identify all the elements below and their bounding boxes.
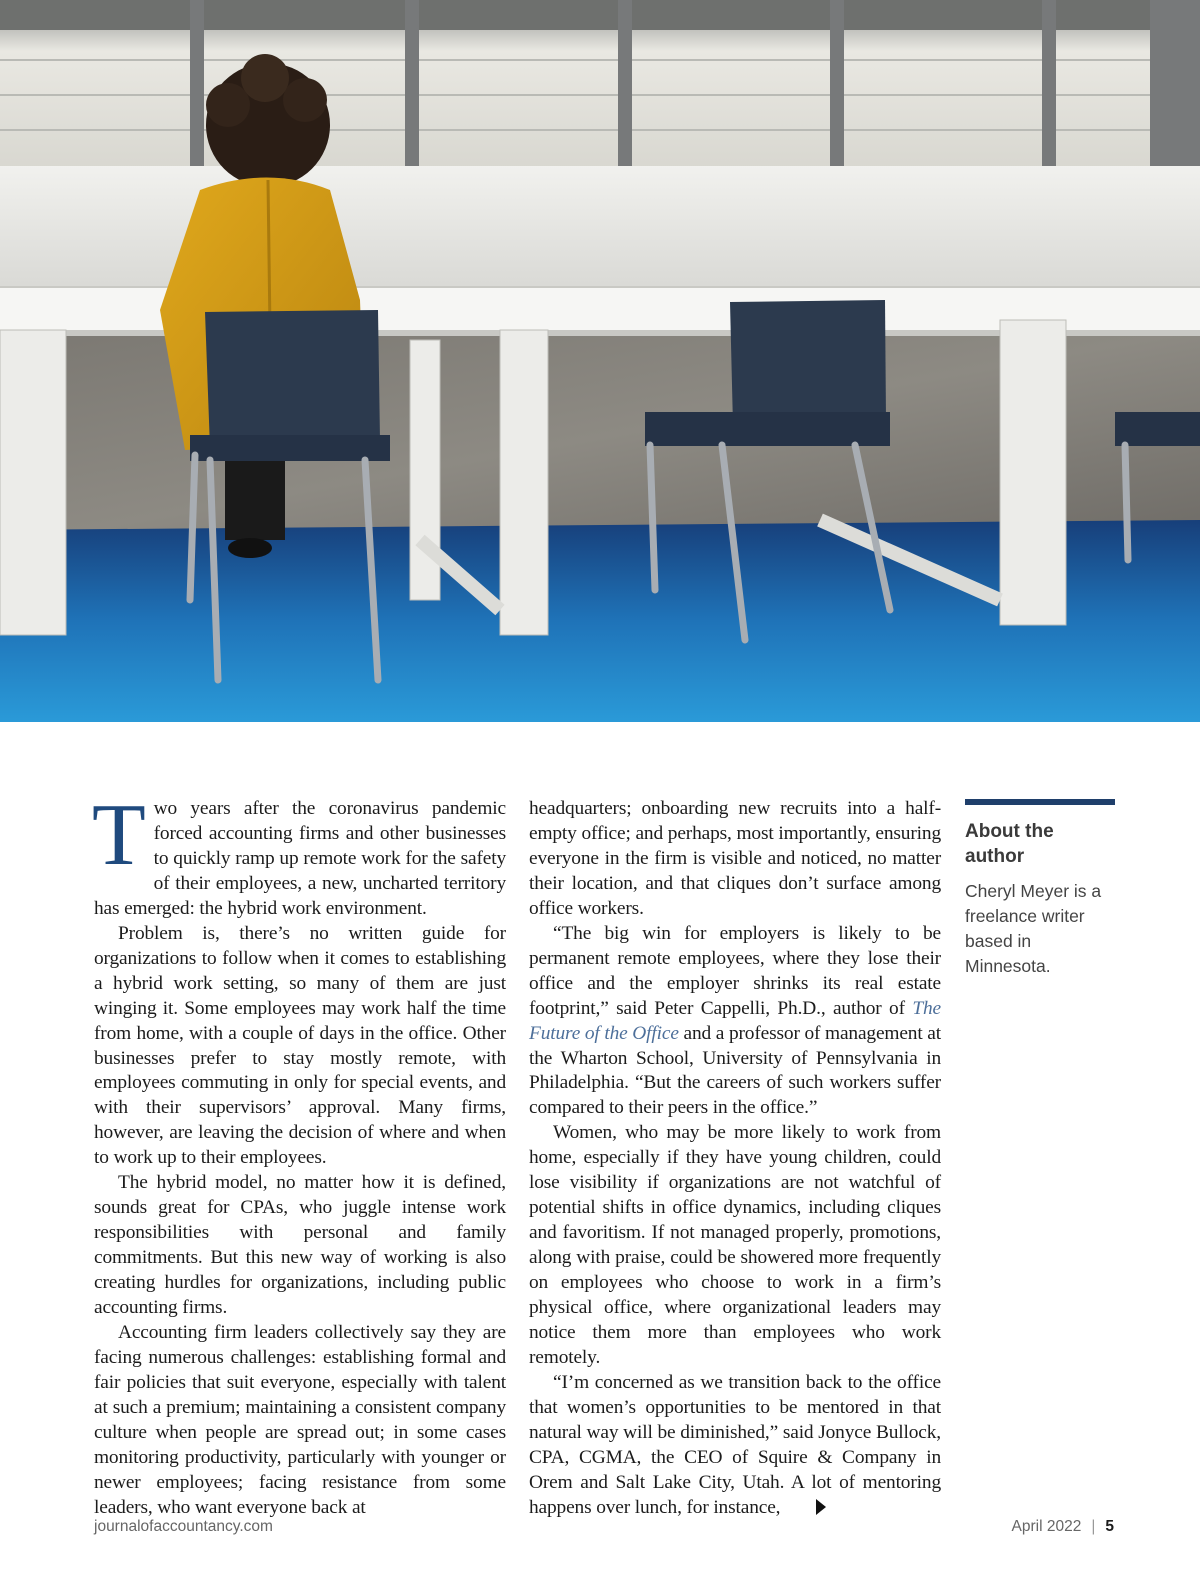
article-paragraph: [529, 922, 941, 1122]
footer-issue-info: [1012, 1518, 1114, 1536]
triangle-right-icon: [816, 1499, 826, 1515]
article-paragraph: The hybrid model, no matter how it is defined, sounds great for CPAs, who juggle intense work responsibilities with personal and family commitments. But this new way of working is also creating hurdles for organizations, including public accounting firms.: [94, 1172, 506, 1319]
paragraph-text: “I’m concerned as we transition back to the office that women’s opportunities to be mentored in that natural way will be diminished,” said Jonyce Bullock, CPA, CGMA, the CEO of Squire & Company in Orem and Salt Lake City, Utah. A lot of mentoring happens over lunch, for instance,: [529, 1371, 941, 1518]
hero-photo: [0, 0, 1200, 722]
about-author-box: [965, 799, 1115, 979]
drop-cap: T: [92, 787, 146, 884]
article-paragraph: [529, 1371, 941, 1521]
article-paragraph: Women, who may be more likely to work from home, especially if they have young children, could lose visibility if organizations are not watchful of potential shifts in office dynamics, including cliques and favoritism. If not managed properly, promotions, along with praise, could be showered more frequently on employees who choose to work in a firm’s physical office, where organizational leaders may notice them more than employees who work remotely.: [529, 1122, 941, 1368]
page-number: 5: [1105, 1518, 1114, 1535]
article-paragraph: headquarters; onboarding new recruits into a half-empty office; and perhaps, most importantly, ensuring everyone in the firm is visible and noticed, no matter their location, and that cliques don’t surface among office workers.: [529, 798, 941, 919]
footer-website: journalofaccountancy.com: [94, 1518, 273, 1535]
article-paragraph: Problem is, there’s no written guide for organizations to follow when it comes to establishing a hybrid work setting, so many of them are just winging it. Some employees may work half the time from home, with a couple of days in the office. Other businesses prefer to stay mostly remote, with employees commuting in only for special events, and with their supervisors’ approval. Many firms, however, are leaving the decision of where and when to work up to their employees.: [94, 922, 506, 1169]
article-paragraph: [92, 787, 506, 922]
about-author-heading: About the author: [965, 821, 1054, 867]
paragraph-text: “The big win for employers is likely to be permanent remote employees, where they lose their office and the employer shrinks its real estate footprint,” said Peter Cappelli, Ph.D., author of: [529, 922, 941, 1019]
book-title: The Future of the Office: [529, 997, 941, 1044]
article-paragraph: Accounting firm leaders collectively say they are facing numerous challenges: establishing formal and fair policies that suit everyone, especially with talent at such a premium; maintaining a consistent company culture when people are spread out; in some cases monitoring productivity, particularly with younger or newer employees; facing resistance from some leaders, who want everyone back at: [94, 1322, 506, 1518]
article-column-left: [92, 787, 506, 1521]
article-column-middle: [529, 797, 941, 1521]
paragraph-text: and a professor of management at the Wharton School, University of Pennsylvania in Philadelphia. “But the careers of such workers suffer compared to their peers in the office.”: [529, 1022, 941, 1119]
footer-separator: |: [1091, 1518, 1096, 1535]
paragraph-text: wo years after the coronavirus pandemic forced accounting firms and other businesses to quickly ramp up remote work for the safety of their employees, a new, uncharted territory has emerged: the hybrid work environment.: [94, 798, 506, 919]
office-photo-icon: [0, 0, 1200, 722]
sidebar-rule: [965, 799, 1115, 805]
issue-date: April 2022: [1011, 1518, 1082, 1535]
author-bio: Cheryl Meyer is a freelance writer based in Minnesota.: [965, 881, 1102, 976]
